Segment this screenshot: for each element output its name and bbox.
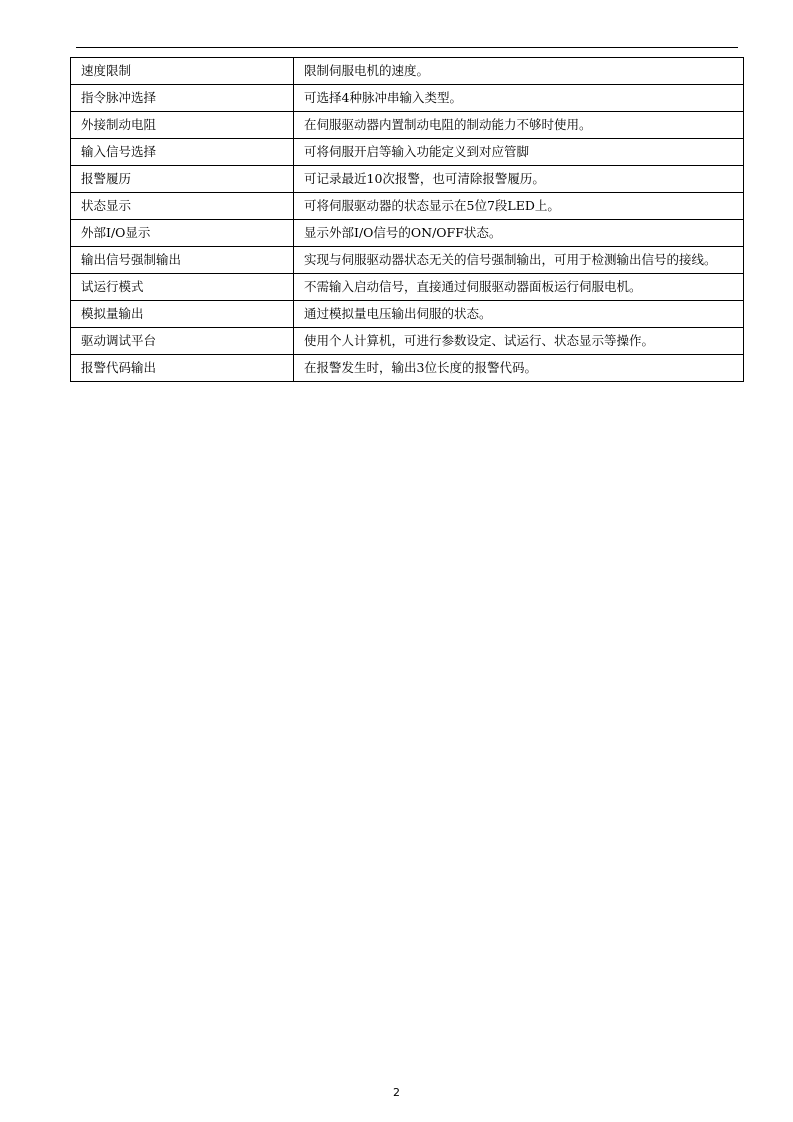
feature-name-cell: 输入信号选择 [71, 139, 294, 166]
feature-desc-cell: 限制伺服电机的速度。 [294, 58, 744, 85]
table-row [71, 220, 744, 247]
feature-desc-cell: 使用个人计算机，可进行参数设定、试运行、状态显示等操作。 [294, 328, 744, 355]
feature-name-cell: 外接制动电阻 [71, 112, 294, 139]
table-row [71, 139, 744, 166]
feature-name-cell: 报警履历 [71, 166, 294, 193]
table-row [71, 85, 744, 112]
table-row [71, 247, 744, 274]
feature-desc-cell: 显示外部I/O信号的ON/OFF状态。 [294, 220, 744, 247]
table-row [71, 166, 744, 193]
feature-name-cell: 模拟量输出 [71, 301, 294, 328]
table-row [71, 355, 744, 382]
feature-name-cell: 报警代码输出 [71, 355, 294, 382]
page-number: 2 [393, 1086, 400, 1099]
feature-desc-cell: 可将伺服开启等输入功能定义到对应管脚 [294, 139, 744, 166]
table-row [71, 328, 744, 355]
feature-desc-cell: 可将伺服驱动器的状态显示在5位7段LED上。 [294, 193, 744, 220]
table-row [71, 274, 744, 301]
feature-name-cell: 试运行模式 [71, 274, 294, 301]
feature-name-cell: 状态显示 [71, 193, 294, 220]
feature-desc-cell: 通过模拟量电压输出伺服的状态。 [294, 301, 744, 328]
feature-desc-cell: 在报警发生时，输出3位长度的报警代码。 [294, 355, 744, 382]
feature-desc-cell: 不需输入启动信号，直接通过伺服驱动器面板运行伺服电机。 [294, 274, 744, 301]
table-row [71, 112, 744, 139]
feature-name-cell: 输出信号强制输出 [71, 247, 294, 274]
feature-desc-cell: 可记录最近10次报警，也可清除报警履历。 [294, 166, 744, 193]
header-rule [76, 47, 738, 48]
feature-table [70, 57, 744, 382]
feature-desc-cell: 可选择4种脉冲串输入类型。 [294, 85, 744, 112]
feature-name-cell: 外部I/O显示 [71, 220, 294, 247]
feature-desc-cell: 在伺服驱动器内置制动电阻的制动能力不够时使用。 [294, 112, 744, 139]
feature-name-cell: 驱动调试平台 [71, 328, 294, 355]
table-row [71, 193, 744, 220]
feature-name-cell: 指令脉冲选择 [71, 85, 294, 112]
feature-desc-cell: 实现与伺服驱动器状态无关的信号强制输出，可用于检测输出信号的接线。 [294, 247, 744, 274]
table-row [71, 58, 744, 85]
feature-name-cell: 速度限制 [71, 58, 294, 85]
table-row [71, 301, 744, 328]
